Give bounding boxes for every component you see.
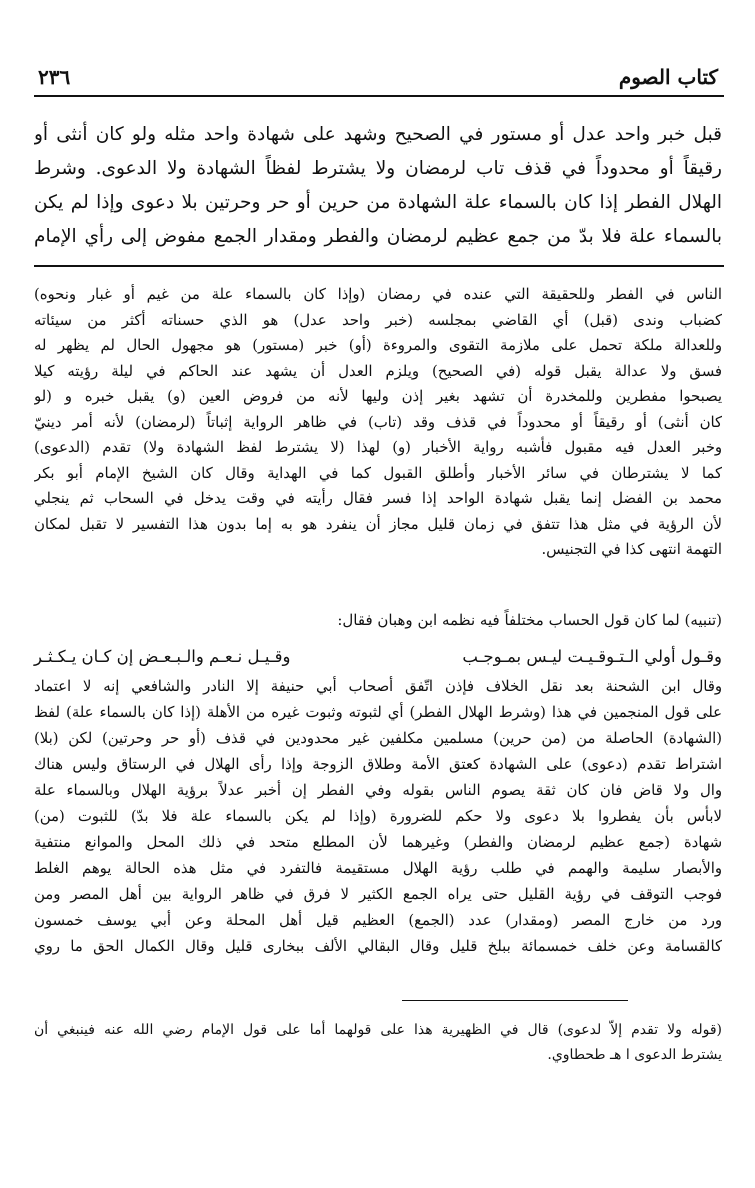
footnote-line: يشترط الدعوى ا هـ طحطاوي. [547, 1047, 722, 1063]
commentary-line: كان أنثى) أو رقيقاً أو محدوداً في قذف وقد (تاب) في ظاهر الرواية إثباتاً (لرمضان) لأنه أمر دينيّ [34, 413, 722, 431]
note-line: (تنبيه) لما كان قول الحساب مختلفاً فيه نظمه ابن وهبان فقال: [337, 611, 722, 629]
commentary-line: الناس في الفطر وللحقيقة التي عنده في رمضان (وإذا كان بالسماء علة من غيم أو غبار ونحوه) [34, 286, 722, 303]
commentary-line: وال ولا قاض فان كان ثقة يصوم الناس بقوله وفي الفطر إن أخبر عدلاً برؤية الهلال وبالسماء علة [34, 782, 722, 799]
main-divider [34, 265, 724, 267]
header-divider [34, 95, 724, 97]
commentary-line: التهمة انتهى كذا في التجنيس. [541, 541, 722, 558]
commentary-line: لابأس بأن يفطروا بلا دعوى ولا حكم للضرورة (وإذا لم يكن بالسماء علة فلا بدّ) للثبوت (من) [34, 808, 722, 825]
poem-verse [34, 642, 722, 672]
footnote [34, 1018, 722, 1068]
commentary-line: اشتراط تقدم (دعوى) على الشهادة كعتق الأمة وطلاق الزوجة وإذا رأى الهلال في الرستاق وليس هناك [34, 756, 722, 773]
note-heading [34, 606, 722, 634]
commentary-line: فوجب التوقف في رؤية القليل حتى يراه الجمع الكثير لا فرق في ظاهر الرواية بين أهل المصر ومن [34, 886, 722, 903]
main-text [34, 118, 722, 254]
commentary-line: كالقسامة وعن خلف خمسمائة ببلخ قليل وقال البقالي الألف ببخارى قليل وقال الكمال الحق ما روي [34, 938, 722, 955]
poem-hemistich-left: وقـيـل نـعـم والـبـعـض إن كـان يـكـثـر [34, 647, 291, 666]
main-line: الهلال الفطر إذا كان بالسماء علة الشهادة من حرين أو حر وحرتين بلا دعوى وإذا لم يكن [34, 192, 722, 213]
commentary-line: لأن الرؤية في مثل هذا تتفق في زمان قليل مجاز أن ينفرد هو به إما بدون هذا التفسير لا تقبل لمكان [34, 515, 722, 533]
commentary-line: محمد بن الفضل إنما يقبل شهادة الواحد إذا فسر فقال رأيته في وقت يدخل في السحاب ثم ينجلي [34, 490, 722, 507]
commentary-line: شهادة (جمع عظيم لرمضان والفطر) وغيرهما لأن المطلع متحد في ذلك المحل والموانع منتفية [34, 834, 722, 851]
commentary-continued [34, 674, 722, 960]
commentary-line: (الشهادة) الحاصلة من (من حرين) مسلمين مكلفين غير محدودين في قذف (أو حر وحرتين) لكن (بلا) [34, 730, 722, 747]
page-number: ٢٣٦ [38, 65, 71, 89]
commentary-line: وقال ابن الشحنة بعد نقل الخلاف فإذن اتّفق أصحاب أبي حنيفة إلا النادر والشافعي إنه لا اعتماد [34, 678, 722, 695]
commentary-line: ورد من خارج المصر (ومقدار) عدد (الجمع) العظيم قيل أهل المحلة وعن أبي يوسف خمسون [34, 912, 722, 929]
commentary-line: كما لا يشترطان في سائر الأخبار وأطلق القبول كما في الهداية وقال كان الشيخ الإمام أبو بكر [34, 464, 722, 482]
book-title: كتاب الصوم [618, 65, 718, 89]
commentary-line: فسق ولا عدالة يقبل قوله (في الصحيح) ويلزم العدل أن يشهد عند الحاكم في ليلة رؤيته كيلا [34, 362, 722, 380]
commentary [34, 282, 722, 563]
footnote-line: (قوله ولا تقدم إلاّ لدعوى) قال في الظهيرية هذا على قولهما أما على قول الإمام رضي الله عنه فينبغي أن [34, 1022, 722, 1038]
footnote-divider [402, 1000, 628, 1001]
commentary-line: وللعدالة ملكة تحمل على ملازمة التقوى والمروءة (أو) خبر (مستور) هو مجهول الحال لم يظهر له [34, 337, 722, 354]
commentary-line: يصبحوا مفطرين وللمخدرة أن تشهد بغير إذن وليها لأنه من فروض العين (و) يقبل خبره و (لو [34, 388, 722, 405]
main-line: رقيقاً أو محدوداً في قذف تاب لرمضان ولا يشترط لفظاً الشهادة ولا الدعوى. وشرط [34, 158, 722, 179]
commentary-line: على قول المنجمين في هذا (وشرط الهلال الفطر) أي لثبوته وثبوت غيره من الأهلة (إذا كان بالسماء علة) لفظ [34, 704, 722, 721]
main-line: قبل خبر واحد عدل أو مستور في الصحيح وشهد على شهادة واحد مثله ولو كان أنثى أو [34, 124, 722, 145]
commentary-line: كضباب وندى (قبل) أي القاضي بمجلسه (خبر واحد عدل) هو الذي حسناته أكثر من سيئاته [34, 311, 722, 329]
commentary-line: والأبصار سليمة والهمم في طلب رؤية الهلال مستقيمة فالتفرد في مثل هذه الحالة يوهم الغلط [34, 860, 722, 877]
main-line: بالسماء علة فلا بدّ من جمع عظيم لرمضان والفطر ومقدار الجمع مفوض إلى رأي الإمام [34, 226, 722, 247]
commentary-line: وخبر العدل فيه مقبول فأشبه رواية الأخبار (و) لهذا (لا يشترط لفظ الشهادة ولا) تقدم (الدعوى) [34, 439, 722, 456]
page-header [38, 62, 718, 92]
poem-hemistich-right: وقـول أولي الـتـوقـيـت ليـس بمـوجـب [462, 647, 722, 666]
